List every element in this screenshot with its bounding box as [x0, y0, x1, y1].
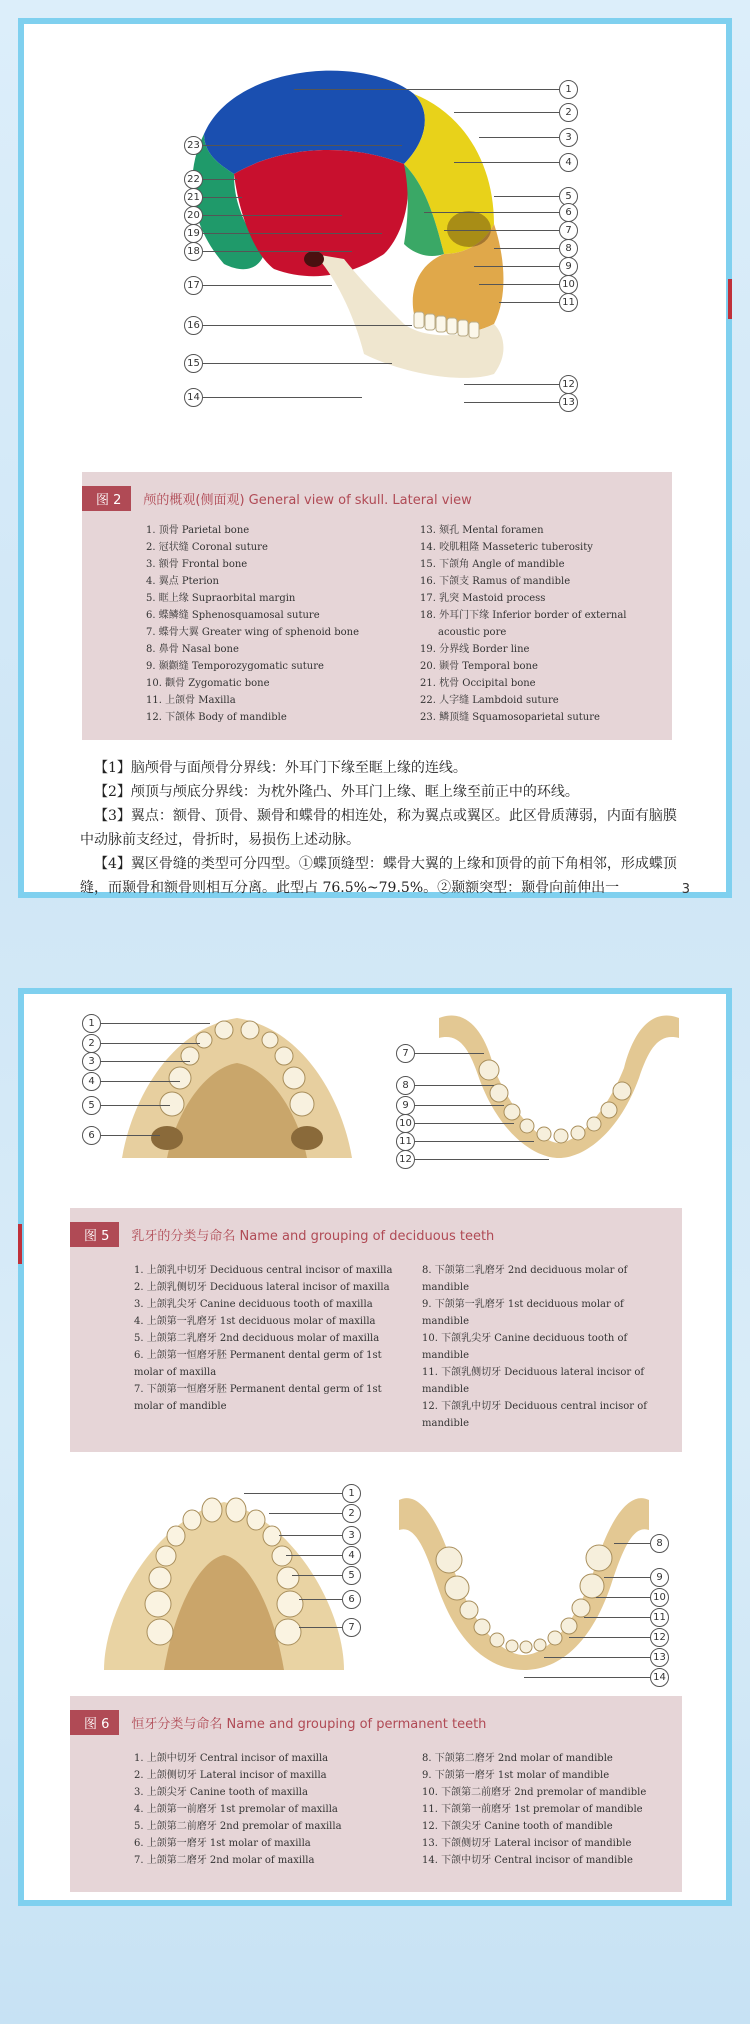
callout-12: 12: [650, 1628, 669, 1647]
legend-item: 7. 蝶骨大翼 Greater wing of sphenoid bone: [146, 627, 360, 638]
callout-8: 8: [396, 1076, 415, 1095]
callout-6: 6: [559, 203, 578, 222]
legend-item: 2. 上颌乳侧切牙 Deciduous lateral incisor of maxilla: [134, 1282, 390, 1293]
callout-14: 14: [184, 388, 203, 407]
callout-6: 6: [342, 1590, 361, 1609]
callout-3: 3: [559, 128, 578, 147]
callout-2: 2: [342, 1504, 361, 1523]
figure-2-title: 颅的概观(侧面观) General view of skull. Lateral view: [143, 493, 472, 508]
figure-5-title: 乳牙的分类与命名 Name and grouping of deciduous teeth: [131, 1229, 495, 1244]
permanent-mandible-illustration: [399, 1490, 649, 1670]
legend-item: 5. 上颌第二乳磨牙 2nd deciduous molar of maxilla: [134, 1333, 380, 1344]
paragraph: 【4】翼区骨缝的类型可分四型。①蝶顶缝型：蝶骨大翼的上缘和顶骨的前下角相邻，形成蝶顶缝，而颞骨和额骨则相互分离。此型占 76.5%~79.5%。②颞额突型：颞骨向前伸出一: [80, 856, 677, 896]
figure-6-legend-right: [422, 1750, 672, 1869]
paragraph: 【3】翼点：额骨、顶骨、颞骨和蝶骨的相连处，称为翼点或翼区。此区骨质薄弱，内面有脑膜中动脉前支经过，骨折时，易损伤上述动脉。: [80, 808, 677, 848]
page-edge-marker: [18, 1224, 22, 1264]
callout-9: 9: [559, 257, 578, 276]
figure-6-title: 恒牙分类与命名 Name and grouping of permanent teeth: [131, 1717, 487, 1732]
figure-2-legend-left: [146, 522, 416, 726]
callout-9: 9: [650, 1568, 669, 1587]
callout-17: 17: [184, 276, 203, 295]
callout-2: 2: [82, 1034, 101, 1053]
legend-item: 13. 下颌侧切牙 Lateral incisor of mandible: [422, 1838, 632, 1849]
callout-5: 5: [82, 1096, 101, 1115]
figure-2-caption: [82, 472, 672, 740]
legend-item: 3. 上颌乳尖牙 Canine deciduous tooth of maxilla: [134, 1299, 373, 1310]
legend-item: 7. 下颌第一恒磨牙胚 Permanent dental germ of 1st molar of mandible: [134, 1384, 382, 1412]
legend-item: 14. 咬肌粗隆 Masseteric tuberosity: [420, 542, 593, 553]
callout-22: 22: [184, 170, 203, 189]
legend-item: 11. 下颌第一前磨牙 1st premolar of mandible: [422, 1804, 643, 1815]
legend-item: acoustic pore: [438, 627, 507, 638]
callout-7: 7: [396, 1044, 415, 1063]
callout-20: 20: [184, 206, 203, 225]
callout-18: 18: [184, 242, 203, 261]
permanent-maxilla-illustration: [104, 1490, 344, 1670]
callout-5: 5: [559, 187, 578, 206]
legend-item: 12. 下颌乳中切牙 Deciduous central incisor of mandible: [422, 1401, 647, 1429]
figure-5-caption: [70, 1208, 682, 1452]
figure-2-tag: 图 2: [82, 486, 131, 511]
legend-item: 10. 下颌乳尖牙 Canine deciduous tooth of mandible: [422, 1333, 628, 1361]
legend-item: 21. 枕骨 Occipital bone: [420, 678, 536, 689]
callout-16: 16: [184, 316, 203, 335]
legend-item: 6. 上颌第一磨牙 1st molar of maxilla: [134, 1838, 311, 1849]
callout-2: 2: [559, 103, 578, 122]
callout-8: 8: [559, 239, 578, 258]
callout-4: 4: [82, 1072, 101, 1091]
callout-5: 5: [342, 1566, 361, 1585]
legend-item: 9. 颞颧缝 Temporozygomatic suture: [146, 661, 324, 672]
callout-12: 12: [559, 375, 578, 394]
legend-item: 2. 上颌侧切牙 Lateral incisor of maxilla: [134, 1770, 327, 1781]
callout-12: 12: [396, 1150, 415, 1169]
callout-1: 1: [559, 80, 578, 99]
legend-item: 5. 眶上缘 Supraorbital margin: [146, 593, 296, 604]
callout-3: 3: [342, 1526, 361, 1545]
figure-6-tag: 图 6: [70, 1710, 119, 1735]
callout-23: 23: [184, 136, 203, 155]
paragraph: 【1】脑颅骨与面颅骨分界线：外耳门下缘至眶上缘的连线。: [94, 760, 467, 776]
legend-item: 12. 下颌尖牙 Canine tooth of mandible: [422, 1821, 613, 1832]
page-number: 3: [681, 882, 690, 897]
legend-item: 23. 鳞顶缝 Squamosoparietal suture: [420, 712, 600, 723]
skull-lateral-illustration: [164, 54, 564, 454]
legend-item: 4. 上颌第一前磨牙 1st premolar of maxilla: [134, 1804, 338, 1815]
legend-item: 8. 鼻骨 Nasal bone: [146, 644, 239, 655]
callout-13: 13: [559, 393, 578, 412]
legend-item: 14. 下颌中切牙 Central incisor of mandible: [422, 1855, 633, 1866]
callout-19: 19: [184, 224, 203, 243]
legend-item: 22. 人字缝 Lambdoid suture: [420, 695, 559, 706]
figure-5-legend-left: [134, 1262, 399, 1415]
page-edge-marker: [728, 279, 732, 319]
legend-item: 6. 蝶鳞缝 Sphenosquamosal suture: [146, 610, 320, 621]
legend-item: 8. 下颌第二乳磨牙 2nd deciduous molar of mandible: [422, 1265, 628, 1293]
figure-6-caption: [70, 1696, 682, 1892]
callout-10: 10: [559, 275, 578, 294]
callout-13: 13: [650, 1648, 669, 1667]
callout-11: 11: [559, 293, 578, 312]
figure-6-legend-left: [134, 1750, 414, 1869]
page-4: [18, 988, 732, 1906]
deciduous-mandible-illustration: [434, 1008, 684, 1158]
legend-item: 5. 上颌第二前磨牙 2nd premolar of maxilla: [134, 1821, 342, 1832]
callout-7: 7: [342, 1618, 361, 1637]
paragraph: 【2】颅顶与颅底分界线：为枕外隆凸、外耳门上缘、眶上缘至前正中的环线。: [94, 784, 579, 800]
legend-item: 8. 下颌第二磨牙 2nd molar of mandible: [422, 1753, 613, 1764]
callout-11: 11: [650, 1608, 669, 1627]
body-text: [80, 756, 680, 900]
legend-item: 4. 上颌第一乳磨牙 1st deciduous molar of maxilla: [134, 1316, 376, 1327]
legend-item: 20. 颞骨 Temporal bone: [420, 661, 538, 672]
figure-5-legend-right: [422, 1262, 657, 1432]
callout-14: 14: [650, 1668, 669, 1687]
legend-item: 15. 下颌角 Angle of mandible: [420, 559, 565, 570]
page-3: [18, 18, 732, 898]
callout-11: 11: [396, 1132, 415, 1151]
legend-item: 17. 乳突 Mastoid process: [420, 593, 546, 604]
legend-item: 16. 下颌支 Ramus of mandible: [420, 576, 571, 587]
legend-item: 12. 下颌体 Body of mandible: [146, 712, 287, 723]
legend-item: 3. 上颌尖牙 Canine tooth of maxilla: [134, 1787, 308, 1798]
legend-item: 9. 下颌第一乳磨牙 1st deciduous molar of mandible: [422, 1299, 624, 1327]
callout-9: 9: [396, 1096, 415, 1115]
callout-7: 7: [559, 221, 578, 240]
callout-3: 3: [82, 1052, 101, 1071]
callout-4: 4: [559, 153, 578, 172]
legend-item: 10. 下颌第二前磨牙 2nd premolar of mandible: [422, 1787, 647, 1798]
legend-item: 2. 冠状缝 Coronal suture: [146, 542, 268, 553]
callout-10: 10: [650, 1588, 669, 1607]
figure-2-legend-right: [420, 522, 665, 726]
callout-1: 1: [342, 1484, 361, 1503]
callout-10: 10: [396, 1114, 415, 1133]
legend-item: 7. 上颌第二磨牙 2nd molar of maxilla: [134, 1855, 315, 1866]
legend-item: 18. 外耳门下缘 Inferior border of external: [420, 610, 627, 621]
legend-item: 10. 颧骨 Zygomatic bone: [146, 678, 270, 689]
callout-4: 4: [342, 1546, 361, 1565]
figure-5-tag: 图 5: [70, 1222, 119, 1247]
legend-item: 9. 下颌第一磨牙 1st molar of mandible: [422, 1770, 610, 1781]
callout-15: 15: [184, 354, 203, 373]
legend-item: 4. 翼点 Pterion: [146, 576, 220, 587]
legend-item: 19. 分界线 Border line: [420, 644, 530, 655]
legend-item: 1. 上颌乳中切牙 Deciduous central incisor of maxilla: [134, 1265, 393, 1276]
legend-item: 1. 上颌中切牙 Central incisor of maxilla: [134, 1753, 329, 1764]
legend-item: 13. 颏孔 Mental foramen: [420, 525, 544, 536]
legend-item: 3. 额骨 Frontal bone: [146, 559, 248, 570]
callout-21: 21: [184, 188, 203, 207]
legend-item: 11. 下颌乳侧切牙 Deciduous lateral incisor of mandible: [422, 1367, 645, 1395]
legend-item: 6. 上颌第一恒磨牙胚 Permanent dental germ of 1st molar of maxilla: [134, 1350, 382, 1378]
legend-item: 1. 顶骨 Parietal bone: [146, 525, 250, 536]
legend-item: 11. 上颌骨 Maxilla: [146, 695, 236, 706]
callout-8: 8: [650, 1534, 669, 1553]
callout-6: 6: [82, 1126, 101, 1145]
callout-1: 1: [82, 1014, 101, 1033]
